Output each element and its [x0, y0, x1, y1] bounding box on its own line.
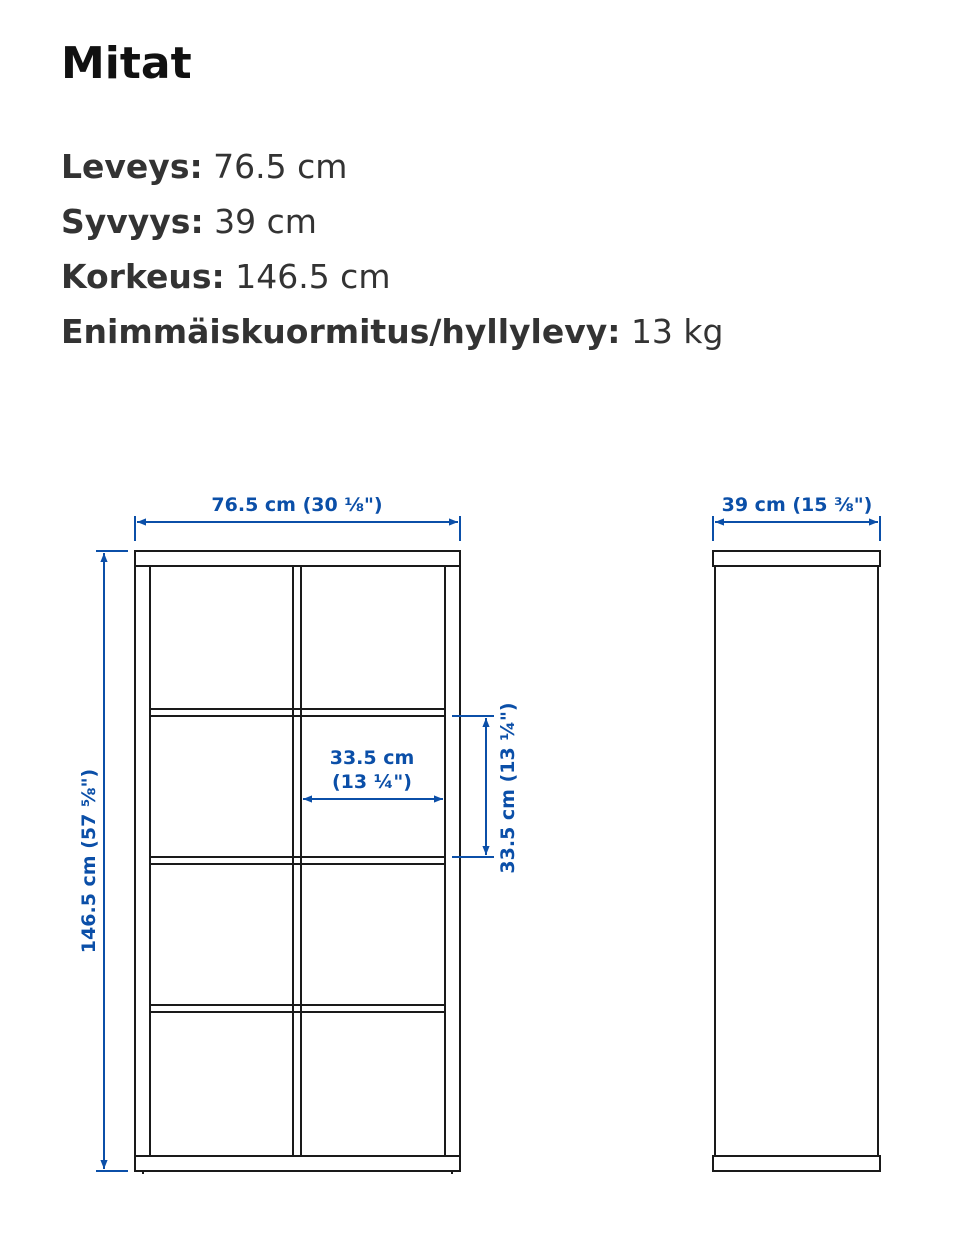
front-top-panel — [135, 551, 460, 566]
spec-value: 76.5 cm — [213, 147, 348, 186]
spec-label: Syvyys: — [61, 202, 204, 241]
front-shelf-3 — [150, 1005, 445, 1012]
front-shelf-2 — [150, 857, 445, 864]
spec-label: Korkeus: — [61, 257, 225, 296]
spec-value: 39 cm — [214, 202, 317, 241]
front-right-side — [445, 566, 460, 1156]
front-shelf-1 — [150, 709, 445, 716]
compartment-width-label-line1: 33.5 cm — [329, 747, 415, 769]
spec-label: Leveys: — [61, 147, 203, 186]
page-title: Mitat — [61, 38, 192, 89]
spec-value: 13 kg — [630, 312, 724, 351]
side-bottom-panel — [713, 1156, 880, 1171]
front-bottom-panel — [135, 1156, 460, 1171]
side-body — [715, 566, 878, 1156]
spec-label: Enimmäiskuormitus/hyllylevy: — [61, 312, 621, 351]
dimension-lines — [96, 516, 880, 1171]
compartment-height-label: 33.5 cm (13 ¼") — [497, 702, 519, 874]
height-label: 146.5 cm (57 ⅝") — [78, 768, 100, 954]
side-view-shelf — [713, 551, 880, 1171]
compartment-width-label-line2: (13 ¼") — [332, 771, 412, 793]
depth-label: 39 cm (15 ⅜") — [721, 494, 873, 516]
width-label: 76.5 cm (30 ⅛") — [211, 494, 383, 516]
front-view-shelf — [135, 551, 460, 1174]
front-center-divider — [293, 566, 301, 1156]
spec-value: 146.5 cm — [235, 257, 391, 296]
front-left-side — [135, 566, 150, 1156]
side-top-panel — [713, 551, 880, 566]
